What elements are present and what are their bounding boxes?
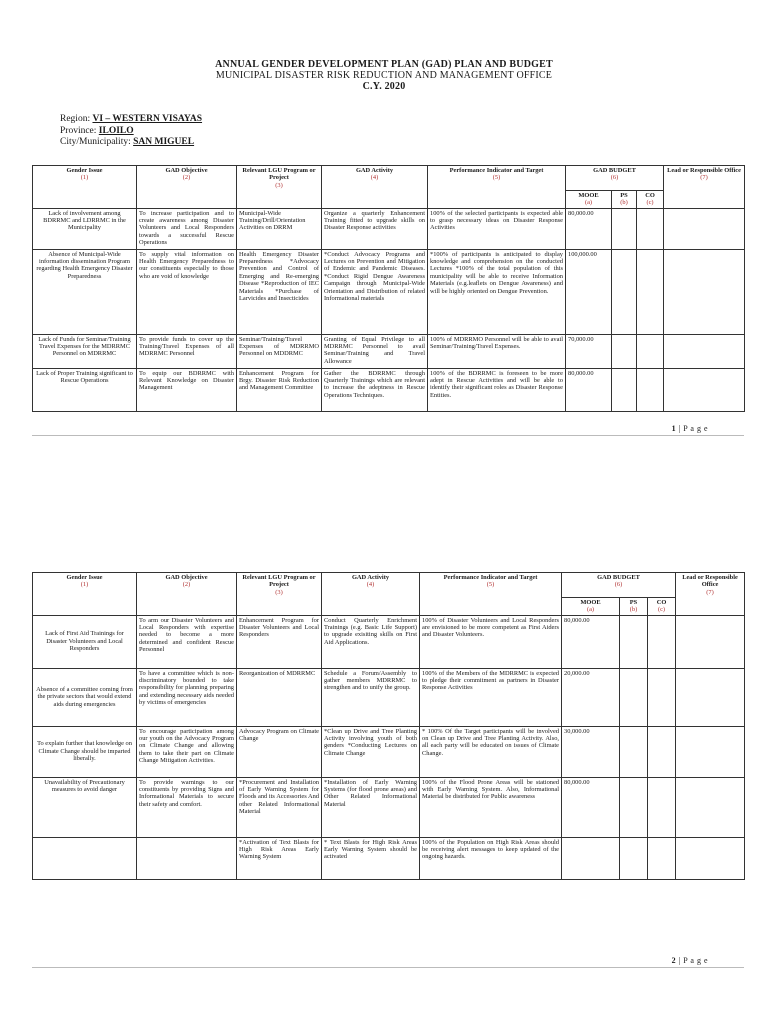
cell-gender-issue: Lack of First Aid Trainings for Disaster Volunteers and Local Responders [33,615,137,668]
cell-mooe: 30,000.00 [562,726,620,777]
office-subtitle: MUNICIPAL DISASTER RISK REDUCTION AND MANAGEMENT OFFICE [215,70,553,81]
cell-co [648,726,676,777]
header-gad-budget: GAD BUDGET (6) [566,166,664,191]
cell-gad-objective: To increase participation and to create awareness among Disaster Volunteers and Local Responders towards a successful Rescue Operations [137,208,237,249]
table-header [33,573,745,616]
gad-plan-table-page-1 [32,165,745,412]
header-lead-office: Lead or Responsible Office (7) [664,166,745,209]
header-co: CO (c) [648,597,676,615]
table-row [33,368,745,411]
header-gad-objective: GAD Objective (2) [137,573,237,598]
header-gad-budget: GAD BUDGET (6) [562,573,676,598]
header-lgu-program: Relevant LGU Program or Project (3) [237,573,322,598]
table-row [33,777,745,837]
cell-gad-activity: *Conduct Advocacy Programs and Lectures on Prevention and Mitigation of Endemic and Pandemic Diseases. *Conduct Rigid Dengue Awareness Campaign through Municipal-Wide Orientation and Distribution of related Informational materials [322,249,428,334]
cell-lgu-program: Enhancement Program for Brgy. Disaster Risk Reduction and Management Committee [237,368,322,411]
cell-ps [620,777,648,837]
cell-lgu-program: Enhancement Program for Disaster Volunteers and Local Responders [237,615,322,668]
cell-mooe: 80,000.00 [562,615,620,668]
cell-lead-office [664,249,745,334]
cell-gad-objective: To provide warnings to our constituents by providing Signs and Informational Materials to secure their safety and comfort. [137,777,237,837]
cell-gad-activity: * Text Blasts for High Risk Areas Early Warning System should be activated [322,837,420,879]
cell-performance-indicator: *100% of participants is anticipated to display knowledge and comprehension on the conducted Lectures *100% of the total population of this municipality will be able to receive Information Materials (e.g.leaflets on Dengue Awareness) and will be highly oriented on Dengue Prevention. [428,249,566,334]
document-page-1 [0,0,768,478]
table-row [33,668,745,726]
table-row [33,615,745,668]
cell-gad-activity: Conduct Quarterly Enrichment Trainings (e.g. Basic Life Support) to upgrade exisiting skills on First Aid Applications. [322,615,420,668]
header-mooe: MOOE (a) [566,190,612,208]
header-gad-objective: GAD Objective (2) [137,166,237,191]
cell-ps [612,368,637,411]
cell-co [648,777,676,837]
cell-gender-issue: Lack of involvement among BDRRMC and LDRRMC in the Municipality [33,208,137,249]
cell-mooe: 80,000.00 [566,208,612,249]
cell-co [648,837,676,879]
cell-performance-indicator: 100% of the BDRRMC is foreseen to be more adept in Rescue Activities and will be able to identify their significant roles as Disaster Response Entities. [428,368,566,411]
province-value: ILOILO [98,126,134,136]
cell-lead-office [676,668,745,726]
cell-mooe: 80,000.00 [562,777,620,837]
cell-mooe: 100,000.00 [566,249,612,334]
cell-gad-objective: To arm our Disaster Volunteers and Local Responders with expertise needed to become a more determined and confident Rescue Personnel [137,615,237,668]
cell-gad-objective: To supply vital information on Health Emergency Preparedness to our constituents especially to those who are void of knowledge [137,249,237,334]
cell-co [637,334,664,368]
municipality-label: City/Municipality: [60,137,131,147]
region-label: Region: [60,114,91,124]
header-ps: PS (b) [620,597,648,615]
header-lgu-program: Relevant LGU Program or Project (3) [237,166,322,191]
cell-mooe: 20,000.00 [562,668,620,726]
table-row [33,208,745,249]
cell-ps [620,837,648,879]
gad-plan-table-page-2 [32,572,745,880]
cell-lead-office [676,615,745,668]
header-gender-issue: Gender Issue (1) [33,166,137,191]
cell-ps [612,208,637,249]
cell-lead-office [664,368,745,411]
cell-gad-objective: To provide funds to cover up the Training/Travel Expenses of all MDRRMC Personnel [137,334,237,368]
cell-co [637,208,664,249]
cell-gender-issue: To explain further that knowledge on Climate Change should be imparted liberally. [33,726,137,777]
cell-gender-issue: Absence of a committee coming from the private sectors that would extend aids during emergencies [33,668,137,726]
cell-lgu-program: Advocacy Program on Climate Change [237,726,322,777]
cell-gender-issue: Lack of Proper Training significant to Rescue Operations [33,368,137,411]
table-row [33,837,745,879]
header-gad-activity: GAD Activity (4) [322,573,420,598]
cell-lead-office [664,334,745,368]
cell-mooe: 80,000.00 [566,368,612,411]
header-performance-indicator: Performance Indicator and Target (5) [420,573,562,598]
cell-gad-activity: Granting of Equal Privilege to all MDRRMC Personnel to avail Seminar/Training and Travel Allowance [322,334,428,368]
cell-gad-objective: To have a committee which is non-discriminatory bounded to take responsibility for planning preparing and extending necessary aids needed by victims of emergencies [137,668,237,726]
header-gender-issue: Gender Issue (1) [33,573,137,598]
footer-rule [32,967,744,968]
calendar-year: C.Y. 2020 [362,81,406,92]
table-row [33,249,745,334]
cell-gad-activity: *Installation of Early Warning Systems (for flood prone areas) and Other Related Informational Material [322,777,420,837]
cell-gad-activity: Gather the BDRRMC through Quarterly Trainings which are relevant to increase the adeptness in Rescue Operations Techniques. [322,368,428,411]
page-separator [0,478,768,490]
cell-gad-objective: To equip our BDRRMC with Relevant Knowledge on Disaster Management [137,368,237,411]
cell-lead-office [676,837,745,879]
cell-lgu-program: Health Emergency Disaster Preparedness *Advocacy Prevention and Control of Emerging and Re-emerging Disease *Reproduction of IEC Materials *Purchase of Larvicides and Insecticides [237,249,322,334]
cell-co [637,368,664,411]
cell-ps [612,249,637,334]
cell-lead-office [664,208,745,249]
header-ps: PS (b) [612,190,637,208]
page-number-2: 2 | P a g e [671,956,708,965]
header-lead-office: Lead or Responsible Office (7) [676,573,745,616]
cell-performance-indicator: 100% of the Flood Prone Areas will be stationed with Early Warning System. Also, Informational Material be distributed for Public awareness [420,777,562,837]
province-line [60,126,134,136]
cell-performance-indicator: 100% of the selected participants is expected able to grasp necessary ideas on Disaster Response Activities [428,208,566,249]
cell-lead-office [676,777,745,837]
cell-mooe: 70,000.00 [566,334,612,368]
cell-mooe [562,837,620,879]
header-mooe: MOOE (a) [562,597,620,615]
cell-gender-issue [33,837,137,879]
cell-performance-indicator: 100% of Disaster Volunteers and Local Responders are envisioned to be more competent as First Aiders and Disaster Volunteers. [420,615,562,668]
municipality-line [60,137,194,147]
footer-rule [32,435,744,436]
cell-performance-indicator: 100% of the Population on High Risk Areas should be receiving alert messages to keep updated of the ongoing hazards. [420,837,562,879]
cell-ps [620,726,648,777]
region-line [60,114,202,124]
cell-gad-objective: To encourage participation among our youth on the Advocacy Program on Climate Change and allowing them to take their part on Climate Change Mitigation Activities. [137,726,237,777]
cell-lgu-program: Seminar/Training/Travel Expenses of MDRRMO Personnel on MDDRMC [237,334,322,368]
cell-gad-activity: *Clean up Drive and Tree Planting Activity involving youth of both genders *Conducting Lectures on Climate Change [322,726,420,777]
municipality-value: SAN MIGUEL [133,137,195,147]
page-number-1: 1 | P a g e [671,424,708,433]
header-co: CO (c) [637,190,664,208]
table-row [33,726,745,777]
cell-lgu-program: *Procurement and Installation of Early Warning System for Floods and its Accessories And other Related Informational Material [237,777,322,837]
cell-lgu-program: Municipal-Wide Training/Drill/Orientation Activities on DRRM [237,208,322,249]
cell-ps [620,668,648,726]
cell-co [648,615,676,668]
cell-gender-issue: Unavailability of Precautionary measures to avoid danger [33,777,137,837]
cell-lgu-program: *Activation of Text Blasts for High Risk Areas Early Warning System [237,837,322,879]
cell-gad-activity: Schedule a Forum/Assembly to gather members MDRRMC to strengthen and to unify the group. [322,668,420,726]
document-title: ANNUAL GENDER DEVELOPMENT PLAN (GAD) PLAN AND BUDGET [215,59,553,70]
cell-gad-objective [137,837,237,879]
cell-ps [612,334,637,368]
cell-gad-activity: Organize a quarterly Enhancement Training fitted to upgrade skills on Disaster Response activities [322,208,428,249]
document-page-2 [0,490,768,1024]
header-gad-activity: GAD Activity (4) [322,166,428,191]
region-value: VI – WESTERN VISAYAS [92,114,203,124]
cell-performance-indicator: 100% of MDRRMO Personnel will be able to avail Seminar/Training/Travel Expenses. [428,334,566,368]
cell-ps [620,615,648,668]
cell-performance-indicator: 100% of the Members of the MDRRMC is expected to pledge their commitment as partners in Disaster Response Activities [420,668,562,726]
cell-co [637,249,664,334]
cell-gender-issue: Absence of Municipal-Wide information dissemination Program regarding Health Emergency Disaster Preparedness [33,249,137,334]
province-label: Province: [60,126,97,136]
cell-lead-office [676,726,745,777]
cell-performance-indicator: * 100% Of the Target participants will be involved on Clean up Drive and Tree Planting Activity. Also, all each party will be educated on issues of Climate Change. [420,726,562,777]
cell-co [648,668,676,726]
table-header [33,166,745,209]
table-row [33,334,745,368]
cell-gender-issue: Lack of Funds for Seminar/Training Travel Expenses for the MDRRMC Personnel on MDRRMC [33,334,137,368]
header-performance-indicator: Performance Indicator and Target (5) [428,166,566,191]
cell-lgu-program: Reorganization of MDRRMC [237,668,322,726]
